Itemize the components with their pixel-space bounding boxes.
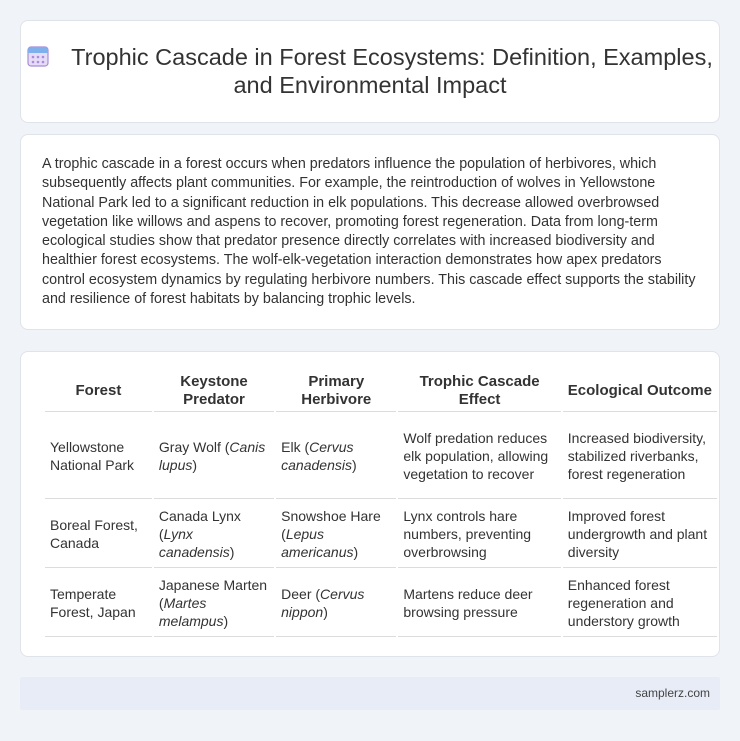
cell-predator: Canada Lynx (Lynx canadensis)	[154, 501, 274, 568]
intro-card	[20, 134, 720, 330]
cell-herbivore: Snowshoe Hare (Lepus americanus)	[276, 501, 396, 568]
header-ecological-outcome: Ecological Outcome	[563, 373, 717, 412]
cell-forest: Yellowstone National Park	[45, 414, 152, 499]
cell-forest: Temperate Forest, Japan	[45, 570, 152, 637]
trophic-cascade-table	[43, 371, 719, 639]
header-forest: Forest	[45, 373, 152, 412]
intro-paragraph: A trophic cascade in a forest occurs when predators influence the population of herbivores, which subsequently affects plant communities. For example, the reintroduction of wolves in Yellowstone National Park led to a significant reduction in elk populations. This decrease allowed overbrowsed vegetation like willows and aspens to recover, promoting forest regeneration. Data from long-term ecological studies show that predator presence directly correlates with increased biodiversity and healthier forest ecosystems. The wolf-elk-vegetation interaction demonstrates how apex predators control ecosystem dynamics by regulating herbivore numbers. This cascade effect supports the stability and resilience of forest habitats by balancing trophic levels.	[42, 156, 696, 308]
cell-predator: Gray Wolf (Canis lupus)	[154, 414, 274, 499]
footer-bar	[20, 677, 720, 710]
cell-effect: Lynx controls hare numbers, preventing overbrowsing	[398, 501, 560, 568]
cell-effect: Wolf predation reduces elk population, allowing vegetation to recover	[398, 414, 560, 499]
cell-outcome: Improved forest undergrowth and plant diversity	[563, 501, 717, 568]
table-row	[45, 570, 717, 637]
table-header-row	[45, 373, 717, 412]
cell-predator: Japanese Marten (Martes melampus)	[154, 570, 274, 637]
table-row	[45, 414, 717, 499]
calendar-icon	[27, 45, 49, 67]
header-keystone-predator: Keystone Predator	[154, 373, 274, 412]
footer-site-link[interactable]: samplerz.com	[635, 686, 710, 700]
table-card	[20, 351, 720, 657]
cell-herbivore: Deer (Cervus nippon)	[276, 570, 396, 637]
table-row	[45, 501, 717, 568]
page-title: Trophic Cascade in Forest Ecosystems: Definition, Examples, and Environmental Impact	[71, 44, 713, 98]
cell-outcome: Enhanced forest regeneration and understory growth	[563, 570, 717, 637]
cell-forest: Boreal Forest, Canada	[45, 501, 152, 568]
cell-effect: Martens reduce deer browsing pressure	[398, 570, 560, 637]
cell-outcome: Increased biodiversity, stabilized riverbanks, forest regeneration	[563, 414, 717, 499]
header-trophic-cascade-effect: Trophic Cascade Effect	[398, 373, 560, 412]
cell-herbivore: Elk (Cervus canadensis)	[276, 414, 396, 499]
header-primary-herbivore: Primary Herbivore	[276, 373, 396, 412]
title-card	[20, 20, 720, 123]
page-title-wrap	[21, 43, 719, 99]
